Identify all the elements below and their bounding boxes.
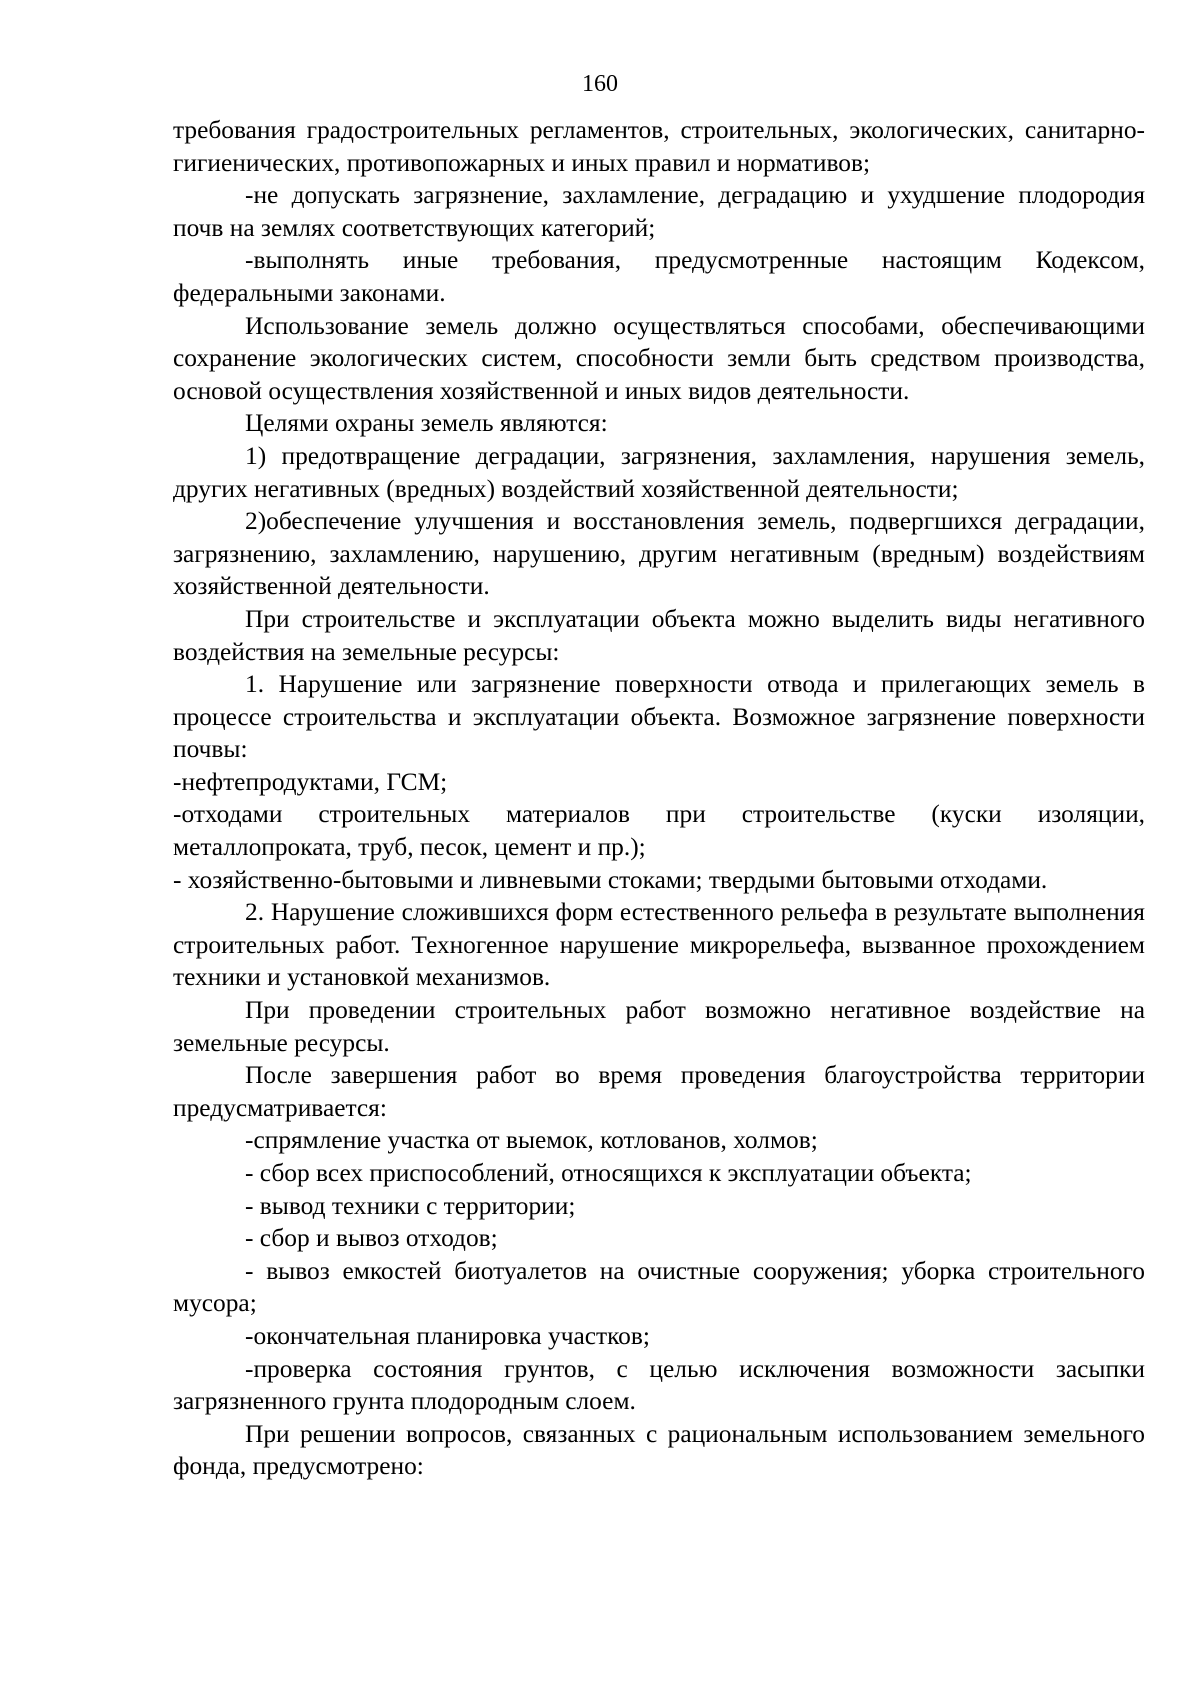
- paragraph: 2. Нарушение сложившихся форм естественного рельефа в результате выполнения строительных работ. Техногенное нарушение микрорельефа, вызванное прохождением техники и установкой механизмов.: [173, 898, 1145, 992]
- paragraph: -выполнять иные требования, предусмотренные настоящим Кодексом, федеральными законами.: [173, 246, 1145, 307]
- paragraph: - вывоз емкостей биотуалетов на очистные сооружения; уборка строительного мусора;: [173, 1256, 1145, 1318]
- paragraph: При проведении строительных работ возможно негативное воздействие на земельные ресурсы.: [173, 996, 1145, 1057]
- paragraph: -проверка состояния грунтов, с целью исключения возможности засыпки загрязненного грунта плодородным слоем.: [173, 1354, 1145, 1416]
- paragraph: -спрямление участка от выемок, котлованов, холмов;: [245, 1126, 818, 1155]
- page-number: 160: [582, 71, 618, 97]
- paragraph: При строительстве и эксплуатации объекта можно выделить виды негативного воздействия на земельные ресурсы:: [173, 604, 1145, 666]
- paragraph: - сбор всех приспособлений, относящихся к эксплуатации объекта;: [245, 1159, 972, 1187]
- paragraph: 1) предотвращение деградации, загрязнения, захламления, нарушения земель, других негативных (вредных) воздействий хозяйственной деятельности;: [173, 441, 1145, 503]
- paragraph: -отходами строительных материалов при строительстве (куски изоляции, металлопроката, труб, песок, цемент и пр.);: [173, 800, 1145, 862]
- paragraph: - сбор и вывоз отходов;: [245, 1224, 498, 1253]
- paragraph: Использование земель должно осуществляться способами, обеспечивающими сохранение экологических систем, способности земли быть средством производства, основой осуществления хозяйственной и иных видов деятельности.: [173, 311, 1145, 405]
- paragraph: При решении вопросов, связанных с рациональным использованием земельного фонда, предусмотрено:: [173, 1419, 1145, 1481]
- paragraph: Целями охраны земель являются:: [245, 409, 608, 438]
- paragraph: требования градостроительных регламентов, строительных, экологических, санитарно- гигиенических, противопожарных и иных правил и нормативов;: [173, 116, 1145, 177]
- paragraph: -нефтепродуктами, ГСМ;: [173, 767, 448, 796]
- paragraph: 1. Нарушение или загрязнение поверхности отвода и прилегающих земель в процессе строительства и эксплуатации объекта. Возможное загрязнение поверхности почвы:: [173, 670, 1145, 764]
- paragraph: - хозяйственно-бытовыми и ливневыми стоками; твердыми бытовыми отходами.: [173, 865, 1048, 894]
- paragraph: - вывод техники с территории;: [245, 1191, 576, 1220]
- paragraph: -окончательная планировка участков;: [245, 1321, 650, 1350]
- paragraph: -не допускать загрязнение, захламление, деградацию и ухудшение плодородия почв на землях соответствующих категорий;: [173, 181, 1145, 242]
- body-text: [173, 114, 1145, 1483]
- paragraph: После завершения работ во время проведения благоустройства территории предусматривается:: [173, 1061, 1145, 1122]
- paragraph: 2)обеспечение улучшения и восстановления земель, подвергшихся деградации, загрязнению, захламлению, нарушению, другим негативным (вредным) воздействиям хозяйственной деятельности.: [173, 507, 1145, 601]
